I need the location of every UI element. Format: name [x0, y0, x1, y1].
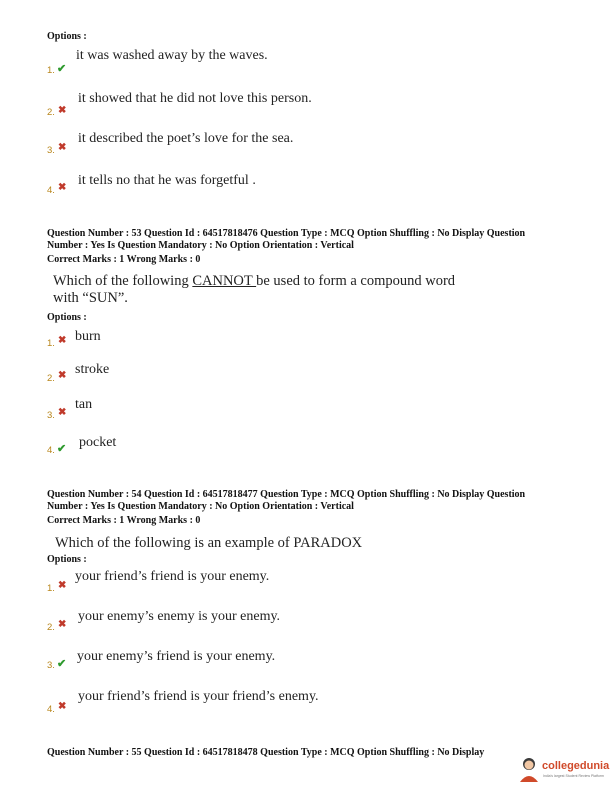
- correct-check-icon: ✔: [57, 63, 67, 75]
- q52-options-label: Options :: [47, 31, 87, 42]
- q53-meta-line1: Question Number : 53 Question Id : 64517818476 Question Type : MCQ Option Shuffling : No Display Question: [47, 228, 526, 239]
- question-text-underlined: CANNOT: [192, 273, 257, 289]
- q54-options-label: Options :: [47, 554, 87, 565]
- question-text-pre: Which of the following: [53, 273, 193, 289]
- q54-marks: Correct Marks : 1 Wrong Marks : 0: [47, 515, 201, 526]
- q53-question-text: [53, 273, 455, 289]
- option-number: 4.: [47, 704, 55, 715]
- option-text: it described the poet’s love for the sea.: [78, 131, 294, 146]
- wrong-cross-icon: ✖: [58, 182, 67, 193]
- wrong-cross-icon: ✖: [58, 619, 67, 630]
- wrong-cross-icon: ✖: [58, 701, 67, 712]
- option-text: your friend’s friend is your enemy.: [75, 569, 270, 584]
- q53-meta-line2: Number : Yes Is Question Mandatory : No Option Orientation : Vertical: [47, 240, 354, 251]
- logo-tagline: India's largest Student Review Platform: [543, 774, 604, 778]
- q53-marks: Correct Marks : 1 Wrong Marks : 0: [47, 254, 201, 265]
- option-number: 3.: [47, 145, 55, 156]
- option-number: 3.: [47, 410, 55, 421]
- option-text: burn: [75, 329, 101, 344]
- logo-name: collegedunia: [542, 760, 610, 772]
- correct-check-icon: ✔: [57, 443, 67, 455]
- option-text: pocket: [79, 435, 117, 450]
- option-number: 2.: [47, 622, 55, 633]
- option-text: tan: [75, 397, 93, 412]
- option-number: 1.: [47, 338, 55, 349]
- q54-meta-line1: Question Number : 54 Question Id : 64517818477 Question Type : MCQ Option Shuffling : No Display Question: [47, 489, 526, 500]
- wrong-cross-icon: ✖: [58, 407, 67, 418]
- option-text: your friend’s friend is your friend’s enemy.: [78, 689, 319, 704]
- wrong-cross-icon: ✖: [58, 580, 67, 591]
- option-number: 1.: [47, 65, 55, 76]
- q54-question-text: Which of the following is an example of PARADOX: [55, 535, 363, 551]
- q54-meta-line2: Number : Yes Is Question Mandatory : No Option Orientation : Vertical: [47, 501, 354, 512]
- option-text: stroke: [75, 362, 110, 377]
- q53-options-label: Options :: [47, 312, 87, 323]
- option-number: 1.: [47, 583, 55, 594]
- option-number: 4.: [47, 185, 55, 196]
- option-text: it was washed away by the waves.: [76, 48, 268, 63]
- student-avatar-icon: [518, 756, 540, 782]
- wrong-cross-icon: ✖: [58, 105, 67, 116]
- wrong-cross-icon: ✖: [58, 335, 67, 346]
- option-text: your enemy’s enemy is your enemy.: [78, 609, 281, 624]
- option-text: your enemy’s friend is your enemy.: [77, 649, 276, 664]
- correct-check-icon: ✔: [57, 658, 67, 670]
- option-number: 3.: [47, 660, 55, 671]
- wrong-cross-icon: ✖: [58, 370, 67, 381]
- q53-question-text-line2: with “SUN”.: [53, 290, 128, 306]
- q55-meta-line1: Question Number : 55 Question Id : 64517818478 Question Type : MCQ Option Shuffling : No Display: [47, 747, 485, 758]
- collegedunia-logo: [518, 755, 610, 783]
- option-text: it showed that he did not love this person.: [78, 91, 312, 106]
- wrong-cross-icon: ✖: [58, 142, 67, 153]
- question-text-post: be used to form a compound word: [256, 273, 456, 289]
- option-number: 4.: [47, 445, 55, 456]
- option-number: 2.: [47, 107, 55, 118]
- option-number: 2.: [47, 373, 55, 384]
- option-text: it tells no that he was forgetful .: [78, 173, 256, 188]
